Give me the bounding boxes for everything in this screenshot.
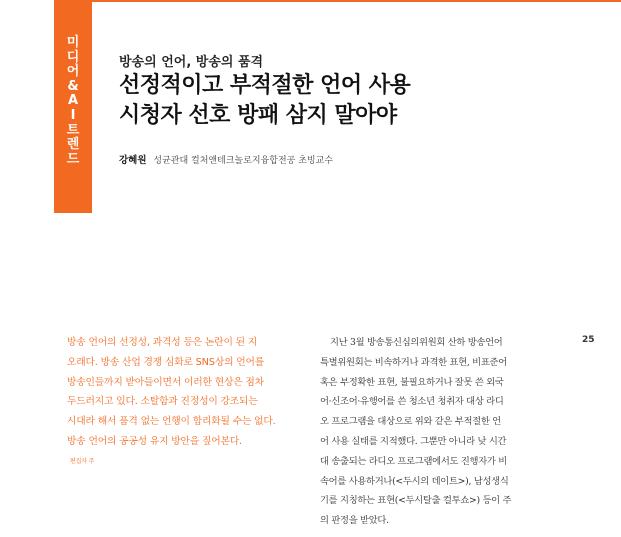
byline [119, 152, 333, 166]
body-line: 혹은 부정확한 표현, 불필요하거나 잘못 쓴 외국 [320, 376, 504, 388]
body-line: 특별위원회는 비속하거나 과격한 표현, 비표준어 [320, 356, 507, 368]
body-line: 어·신조어·유행어를 쓴 청소년 청취자 대상 라디 [320, 396, 504, 408]
editor-note: 편집자 주 [70, 457, 95, 465]
author-name: 강혜원 [119, 155, 147, 166]
body-line: 오 프로그램을 대상으로 위와 같은 부적절한 언 [320, 416, 501, 428]
body-line: 대 송출되는 라디오 프로그램에서도 진행자가 비 [320, 455, 507, 467]
section-tag-char: & [67, 78, 79, 94]
header-rule [92, 0, 621, 2]
article-headline [119, 71, 410, 131]
section-tag-char: I [70, 107, 76, 123]
headline-line: 선정적이고 부적절한 언어 사용 [119, 73, 411, 98]
section-tag-char: 디 [66, 49, 80, 65]
article-body [320, 333, 558, 531]
section-tag-char: A [67, 93, 79, 109]
body-line: 속어를 사용하거나(<두시의 데이트>), 남성생식 [320, 475, 509, 487]
lede-line: 방송 언어의 선정성, 과격성 등은 논란이 된 지 [67, 337, 258, 348]
lede-line [67, 432, 295, 475]
lede-line: 오래다. 방송 산업 경쟁 심화로 SNS상의 언어를 [67, 356, 265, 368]
section-tag [54, 36, 92, 167]
section-tag-char: 렌 [66, 137, 80, 153]
page-number: 25 [582, 335, 595, 345]
body-line: 기를 지칭하는 표현(<두시탈출 컬투쇼>) 등이 주 [320, 495, 512, 507]
lede-line: 두드러지고 있다. 소탈함과 진정성이 강조되는 [67, 396, 258, 408]
body-line: 의 판정을 받았다. [320, 515, 389, 527]
section-tag-band [54, 0, 92, 213]
section-tag-char: 트 [66, 122, 80, 138]
lede-line: 방송인들까지 받아들이면서 이러한 현상은 점차 [67, 376, 264, 388]
lede-line: 시대라 해서 품격 없는 언행이 합리화될 수는 없다. [67, 416, 276, 428]
section-tag-char: 미 [66, 35, 80, 50]
author-affiliation: 성균관대 컬처앤테크놀로지융합전공 초빙교수 [153, 156, 334, 166]
headline-line: 시청자 선호 방패 삼지 말아야 [119, 103, 397, 128]
lede-line-text: 방송 언어의 공공성 유지 방안을 짚어본다. [67, 435, 242, 447]
section-tag-char: 어 [66, 64, 80, 80]
article-kicker: 방송의 언어, 방송의 품격 [119, 55, 264, 70]
body-line: 어 사용 실태를 지적했다. 그뿐만 아니라 낮 시간 [320, 435, 507, 447]
section-tag-char: 드 [66, 151, 80, 167]
body-line: 지난 3월 방송통신심의위원회 산하 방송언어 [330, 337, 503, 348]
article-lede [67, 333, 295, 475]
